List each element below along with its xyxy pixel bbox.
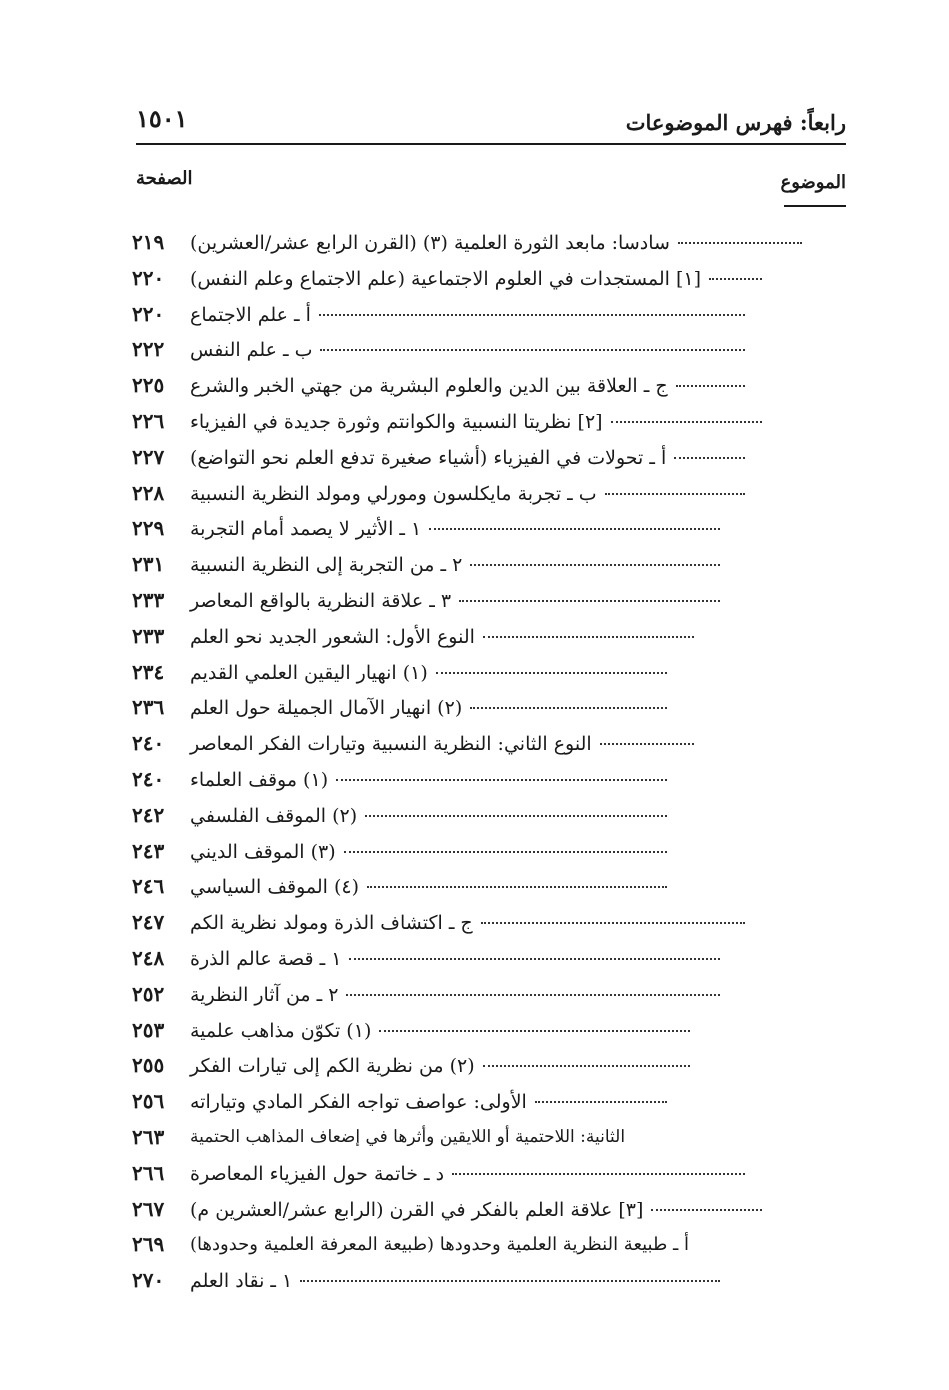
toc-page-number: ٢١٩: [132, 230, 165, 254]
dot-leader: [535, 1101, 667, 1103]
toc-page-number: ٢٤٢: [132, 802, 165, 827]
column-heading-page: الصفحة: [136, 168, 193, 189]
toc-entry-text: ٢ ـ من التجربة إلى النظرية النسبية: [190, 554, 463, 577]
dot-leader: [367, 886, 667, 888]
toc-entry-text: (٢) من نظرية الكم إلى تيارات الفكر: [190, 1055, 475, 1078]
toc-page-number: ٢٤٣: [132, 838, 165, 863]
toc-entry-text: النوع الثاني: النظرية النسبية وتيارات الفكر المعاصر: [190, 733, 592, 756]
toc-page-number: ٢٤٨: [132, 945, 165, 970]
toc-page-number: ٢٢٠: [132, 265, 165, 290]
toc-page-number: ٢٣٣: [132, 623, 165, 648]
toc-entry-text: (١) موقف العلماء: [190, 768, 329, 791]
toc-page-number: ٢٥٥: [132, 1053, 165, 1078]
toc-page-number: ٢٦٩: [132, 1232, 165, 1257]
toc-entry: [120, 1016, 810, 1052]
toc-entry: [120, 837, 810, 873]
toc-page-number: ٢٤٧: [132, 910, 165, 935]
toc-entry-text: أ ـ علم الاجتماع: [190, 303, 311, 326]
dot-leader: [300, 1280, 720, 1282]
toc-entry-text: الأولى: عواصف تواجه الفكر المادي وتياراته: [190, 1091, 527, 1114]
dot-leader: [651, 1209, 762, 1211]
toc-entry-text: ج ـ العلاقة بين الدين والعلوم البشرية من جهتي الخبر والشرع: [190, 375, 668, 398]
toc-page-number: ٢٧٠: [132, 1268, 165, 1293]
running-head: [136, 104, 846, 140]
toc-entry: [120, 622, 810, 658]
toc-entry-text: أ ـ تحولات في الفيزياء (أشياء صغيرة تدفع العلم نحو التواضع): [190, 446, 667, 469]
toc-entry-text: ج ـ اكتشاف الذرة ومولد نظرية الكم: [190, 912, 473, 935]
toc-entry-text: (٤) الموقف السياسي: [190, 876, 360, 899]
toc-page-number: ٢٤٦: [132, 874, 165, 899]
toc-page-number: ٢٥٣: [132, 1017, 165, 1042]
toc-page-number: ٢٣٣: [132, 587, 165, 612]
toc-entry-text: ب ـ علم النفس: [190, 339, 313, 362]
toc-entry: [120, 371, 810, 407]
dot-leader: [452, 1173, 745, 1175]
toc-entry-text: (٣) الموقف الديني: [190, 840, 336, 863]
running-title: رابعاً: فهرس الموضوعات: [625, 110, 846, 135]
toc-entry: [120, 335, 810, 371]
dot-leader: [349, 958, 720, 960]
dot-leader: [600, 743, 694, 745]
toc-page-number: ٢٢٧: [132, 444, 165, 469]
toc-entry: [120, 908, 810, 944]
toc-entry: [120, 658, 810, 694]
toc-list: [120, 228, 810, 1302]
toc-page-number: ٢٢٥: [132, 373, 165, 398]
dot-leader: [678, 242, 802, 244]
dot-leader: [429, 528, 720, 530]
toc-page-number: ٢٢٦: [132, 408, 165, 433]
toc-entry: [120, 407, 810, 443]
dot-leader: [336, 779, 667, 781]
toc-entry: [120, 1266, 810, 1302]
dot-leader: [365, 815, 667, 817]
toc-page-number: ٢٦٧: [132, 1196, 165, 1221]
toc-entry: [120, 479, 810, 515]
toc-entry-text: ب ـ تجربة مايكلسون ومورلي ومولد النظرية النسبية: [190, 482, 597, 505]
toc-entry: [120, 586, 810, 622]
dot-leader: [676, 385, 745, 387]
toc-page-number: ٢٦٣: [132, 1124, 165, 1149]
toc-entry: [120, 1087, 810, 1123]
toc-entry-text: (٢) الموقف الفلسفي: [190, 804, 358, 827]
toc-entry-text: [١] المستجدات في العلوم الاجتماعية (علم الاجتماع وعلم النفس): [190, 267, 702, 290]
toc-entry-text: النوع الأول: الشعور الجديد نحو العلم: [190, 625, 475, 648]
toc-page-number: ٢٢٠: [132, 301, 165, 326]
toc-page-number: ٢٣١: [132, 552, 165, 577]
dot-leader: [319, 314, 745, 316]
dot-leader: [481, 922, 745, 924]
toc-entry: [120, 872, 810, 908]
toc-entry: [120, 443, 810, 479]
page-number: ١٥٠١: [136, 104, 188, 133]
toc-entry: [120, 1230, 810, 1266]
toc-page-number: ٢٥٢: [132, 981, 165, 1006]
dot-leader: [483, 1065, 690, 1067]
toc-entry-text: أ ـ طبيعة النظرية العلمية وحدودها (طبيعة المعرفة العلمية وحدودها): [190, 1234, 690, 1256]
dot-leader: [470, 564, 720, 566]
toc-entry-text: ٢ ـ من آثار النظرية: [190, 983, 339, 1006]
header-rule: [136, 143, 846, 145]
dot-leader: [470, 707, 667, 709]
toc-entry-text: سادسا: مابعد الثورة العلمية (٣) (القرن الرابع عشر/العشرين): [190, 232, 670, 254]
toc-entry-text: (٢) انهيار الآمال الجميلة حول العلم: [190, 697, 463, 720]
dot-leader: [605, 493, 745, 495]
dot-leader: [611, 421, 762, 423]
dot-leader: [346, 994, 720, 996]
column-heading-topic: الموضوع: [780, 172, 846, 193]
column-heading-underline: [784, 205, 846, 207]
toc-entry-text: [٣] علاقة العلم بالفكر في القرن (الرابع عشر/العشرين م): [190, 1198, 644, 1221]
dot-leader: [483, 636, 694, 638]
toc-entry: [120, 765, 810, 801]
dot-leader: [436, 672, 667, 674]
toc-entry: [120, 801, 810, 837]
toc-entry-text: ١ ـ قصة عالم الذرة: [190, 947, 342, 970]
toc-entry: [120, 1123, 810, 1159]
toc-entry-text: الثانية: اللاحتمية أو اللايقين وأثرها في إضعاف المذاهب الحتمية: [190, 1126, 626, 1147]
toc-page-number: ٢٢٢: [132, 337, 165, 362]
toc-page-number: ٢٤٠: [132, 731, 165, 756]
toc-entry: [120, 514, 810, 550]
toc-page-number: ٢٤٠: [132, 766, 165, 791]
toc-page-number: ٢٢٩: [132, 516, 165, 541]
toc-entry: [120, 980, 810, 1016]
toc-page-number: ٢٥٦: [132, 1089, 165, 1114]
toc-entry-text: د ـ خاتمة حول الفيزياء المعاصرة: [190, 1162, 445, 1185]
toc-entry: [120, 264, 810, 300]
toc-entry-text: (١) انهيار اليقين العلمي القديم: [190, 661, 428, 684]
toc-entry: [120, 228, 810, 264]
toc-entry: [120, 300, 810, 336]
toc-entry: [120, 1051, 810, 1087]
toc-page-number: ٢٦٦: [132, 1160, 165, 1185]
toc-entry: [120, 729, 810, 765]
toc-page-number: ٢٢٨: [132, 480, 165, 505]
dot-leader: [379, 1030, 690, 1032]
toc-entry-text: ١ ـ نقاد العلم: [190, 1270, 293, 1293]
toc-entry-text: ٣ ـ علاقة النظرية بالواقع المعاصر: [190, 589, 452, 612]
toc-page-number: ٢٣٤: [132, 659, 165, 684]
toc-entry: [120, 944, 810, 980]
dot-leader: [459, 600, 720, 602]
dot-leader: [344, 851, 667, 853]
toc-page-number: ٢٣٦: [132, 695, 165, 720]
toc-entry: [120, 693, 810, 729]
toc-entry-text: ١ ـ الأثير لا يصمد أمام التجربة: [190, 518, 422, 541]
toc-entry-text: [٢] نظريتا النسبية والكوانتم وثورة جديدة في الفيزياء: [190, 410, 603, 433]
toc-entry-text: (١) تكوّن مذاهب علمية: [190, 1019, 372, 1042]
dot-leader: [709, 278, 762, 280]
toc-entry: [120, 1159, 810, 1195]
dot-leader: [674, 457, 745, 459]
toc-entry: [120, 550, 810, 586]
toc-entry: [120, 1195, 810, 1231]
dot-leader: [320, 349, 745, 351]
